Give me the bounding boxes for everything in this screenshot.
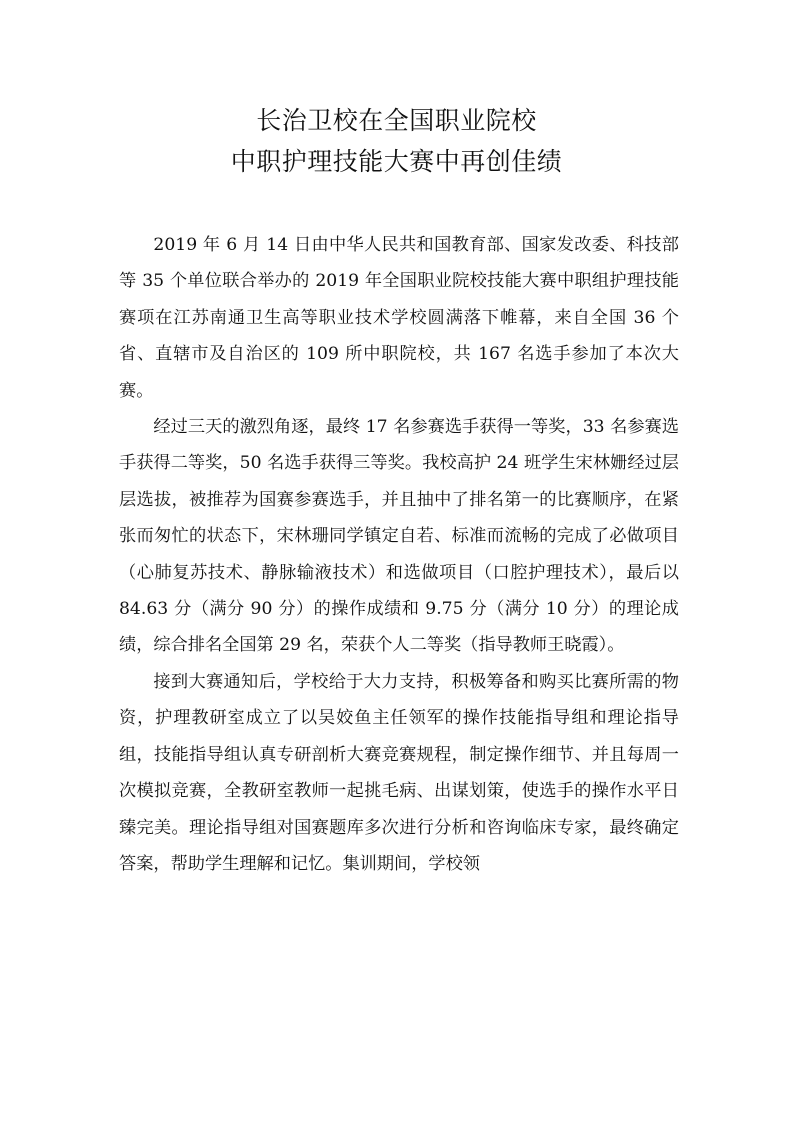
- body-paragraph-3: 接到大赛通知后，学校给于大力支持，积极筹备和购买比赛所需的物资，护理教研室成立了以吴姣鱼主任领军的操作技能指导组和理论指导组，技能指导组认真专研剖析大赛竞赛规程，制定操作细节、并且每周一次模拟竞赛，全教研室教师一起挑毛病、出谋划策，使选手的操作水平日臻完美。理论指导组对国赛题库多次进行分析和咨询临床专家，最终确定答案，帮助学生理解和记忆。集训期间，学校领: [119, 671, 679, 874]
- document-body: [119, 227, 679, 882]
- document-title-line-2: 中职护理技能大赛中再创佳绩: [230, 147, 563, 176]
- body-paragraph-1: 2019 年 6 月 14 日由中华人民共和国教育部、国家发改委、科技部等 35 个单位联合举办的 2019 年全国职业院校技能大赛中职组护理技能赛项在江苏南通卫生高等职业技术学校圆满落下帷幕，来自全国 36 个省、直辖市及自治区的 109 所中职院校，共 167 名选手参加了本次大赛。: [119, 235, 679, 401]
- document-title-line-1: 长治卫校在全国职业院校: [256, 106, 537, 135]
- body-paragraph-2: 经过三天的激烈角逐，最终 17 名参赛选手获得一等奖，33 名参赛选手获得二等奖，50 名选手获得三等奖。我校高护 24 班学生宋林姗经过层层选拔，被推荐为国赛参赛选手，并且抽中了排名第一的比赛顺序，在紧张而匆忙的状态下，宋林珊同学镇定自若、标准而流畅的完成了必做项目（心肺复苏技术、静脉输液技术）和选做项目（口腔护理技术），最后以 84.63 分（满分 90 分）的操作成绩和 9.75 分（满分 10 分）的理论成绩，综合排名全国第 29 名，荣获个人二等奖（指导教师王晓霞）。: [119, 417, 679, 656]
